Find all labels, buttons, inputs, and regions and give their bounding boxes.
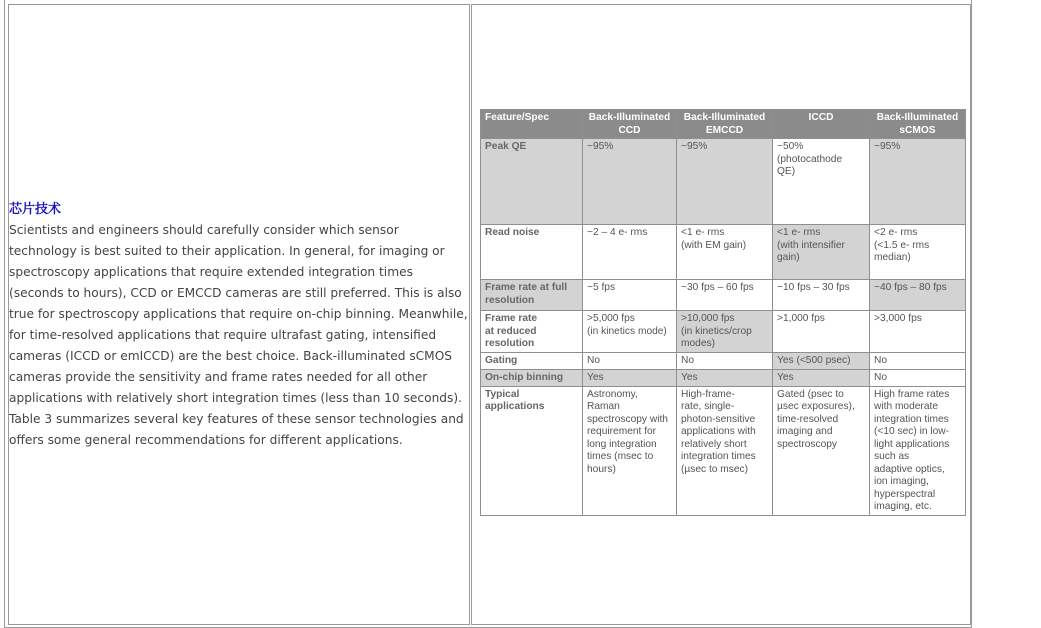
header-feature: Feature/Spec (481, 110, 583, 139)
row-label: On-chip binning (481, 369, 583, 386)
header-iccd: ICCD (773, 110, 870, 139)
table-cell: Yes (<500 psec) (773, 352, 870, 369)
table-header-row (481, 110, 966, 139)
body-paragraph: Scientists and engineers should carefully consider which sensor technology is best suited to their application. In general, for imaging or spectroscopy applications that require extended integration times (seconds to hours), CCD or EMCCD cameras are still preferred. This is also true for spectroscopy applications that require on-chip binning. Meanwhile, for time-resolved applications that require ultrafast gating, intensified cameras (ICCD or emICCD) are the best choice. Back-illuminated sCMOS cameras provide the sensitivity and frame rates needed for all other applications with relatively short integration times (less than 10 seconds). Table 3 summarizes several key features of these sensor technologies and offers some general recommendations for different applications. (9, 223, 468, 447)
table-cell: ~5 fps (583, 280, 677, 311)
row-label: Peak QE (481, 139, 583, 225)
row-label: Gating (481, 352, 583, 369)
table-cell: ~95% (870, 139, 966, 225)
table-cell: <2 e- rms (<1.5 e- rms median) (870, 225, 966, 280)
table-cell: No (870, 352, 966, 369)
row-label: Read noise (481, 225, 583, 280)
table-cell: No (677, 352, 773, 369)
table-row (481, 386, 966, 515)
table-cell: Yes (583, 369, 677, 386)
table-row (481, 280, 966, 311)
table-row (481, 139, 966, 225)
table-cell: ~30 fps – 60 fps (677, 280, 773, 311)
left-content (9, 202, 469, 451)
header-ccd: Back-Illuminated CCD (583, 110, 677, 139)
row-label: Frame rate at reduced resolution (481, 311, 583, 353)
table-cell: ~95% (677, 139, 773, 225)
table-cell: ~40 fps – 80 fps (870, 280, 966, 311)
table-cell: <1 e- rms (with intensifier gain) (773, 225, 870, 280)
row-label: Frame rate at full resolution (481, 280, 583, 311)
table-cell: High frame rates with moderate integration times (<10 sec) in low- light applications such as adaptive optics, ion imaging, hyperspectral imaging, etc. (870, 386, 966, 515)
table-cell: ~2 – 4 e- rms (583, 225, 677, 280)
table-cell: Astronomy, Raman spectroscopy with requirement for long integration times (msec to hours) (583, 386, 677, 515)
table-cell: ~95% (583, 139, 677, 225)
table-cell: No (583, 352, 677, 369)
table-cell: No (870, 369, 966, 386)
sensor-comparison-table (480, 109, 966, 516)
table-cell: High-frame- rate, single- photon-sensitive applications with relatively short integration times (µsec to msec) (677, 386, 773, 515)
table-cell: Yes (677, 369, 773, 386)
table-cell: >3,000 fps (870, 311, 966, 353)
header-scmos: Back-Illuminated sCMOS (870, 110, 966, 139)
table-cell: >5,000 fps (in kinetics mode) (583, 311, 677, 353)
header-emccd: Back-Illuminated EMCCD (677, 110, 773, 139)
table-row (481, 311, 966, 353)
row-label: Typical applications (481, 386, 583, 515)
table-cell: >10,000 fps (in kinetics/crop modes) (677, 311, 773, 353)
table-row (481, 225, 966, 280)
table-row (481, 369, 966, 386)
table-cell: <1 e- rms (with EM gain) (677, 225, 773, 280)
table-cell: ~50% (photocathode QE) (773, 139, 870, 225)
section-heading: 芯片技术 (9, 202, 62, 217)
table-cell: Gated (psec to µsec exposures), time-resolved imaging and spectroscopy (773, 386, 870, 515)
table-row (481, 352, 966, 369)
table-cell: ~10 fps – 30 fps (773, 280, 870, 311)
table-cell: Yes (773, 369, 870, 386)
table-cell: >1,000 fps (773, 311, 870, 353)
